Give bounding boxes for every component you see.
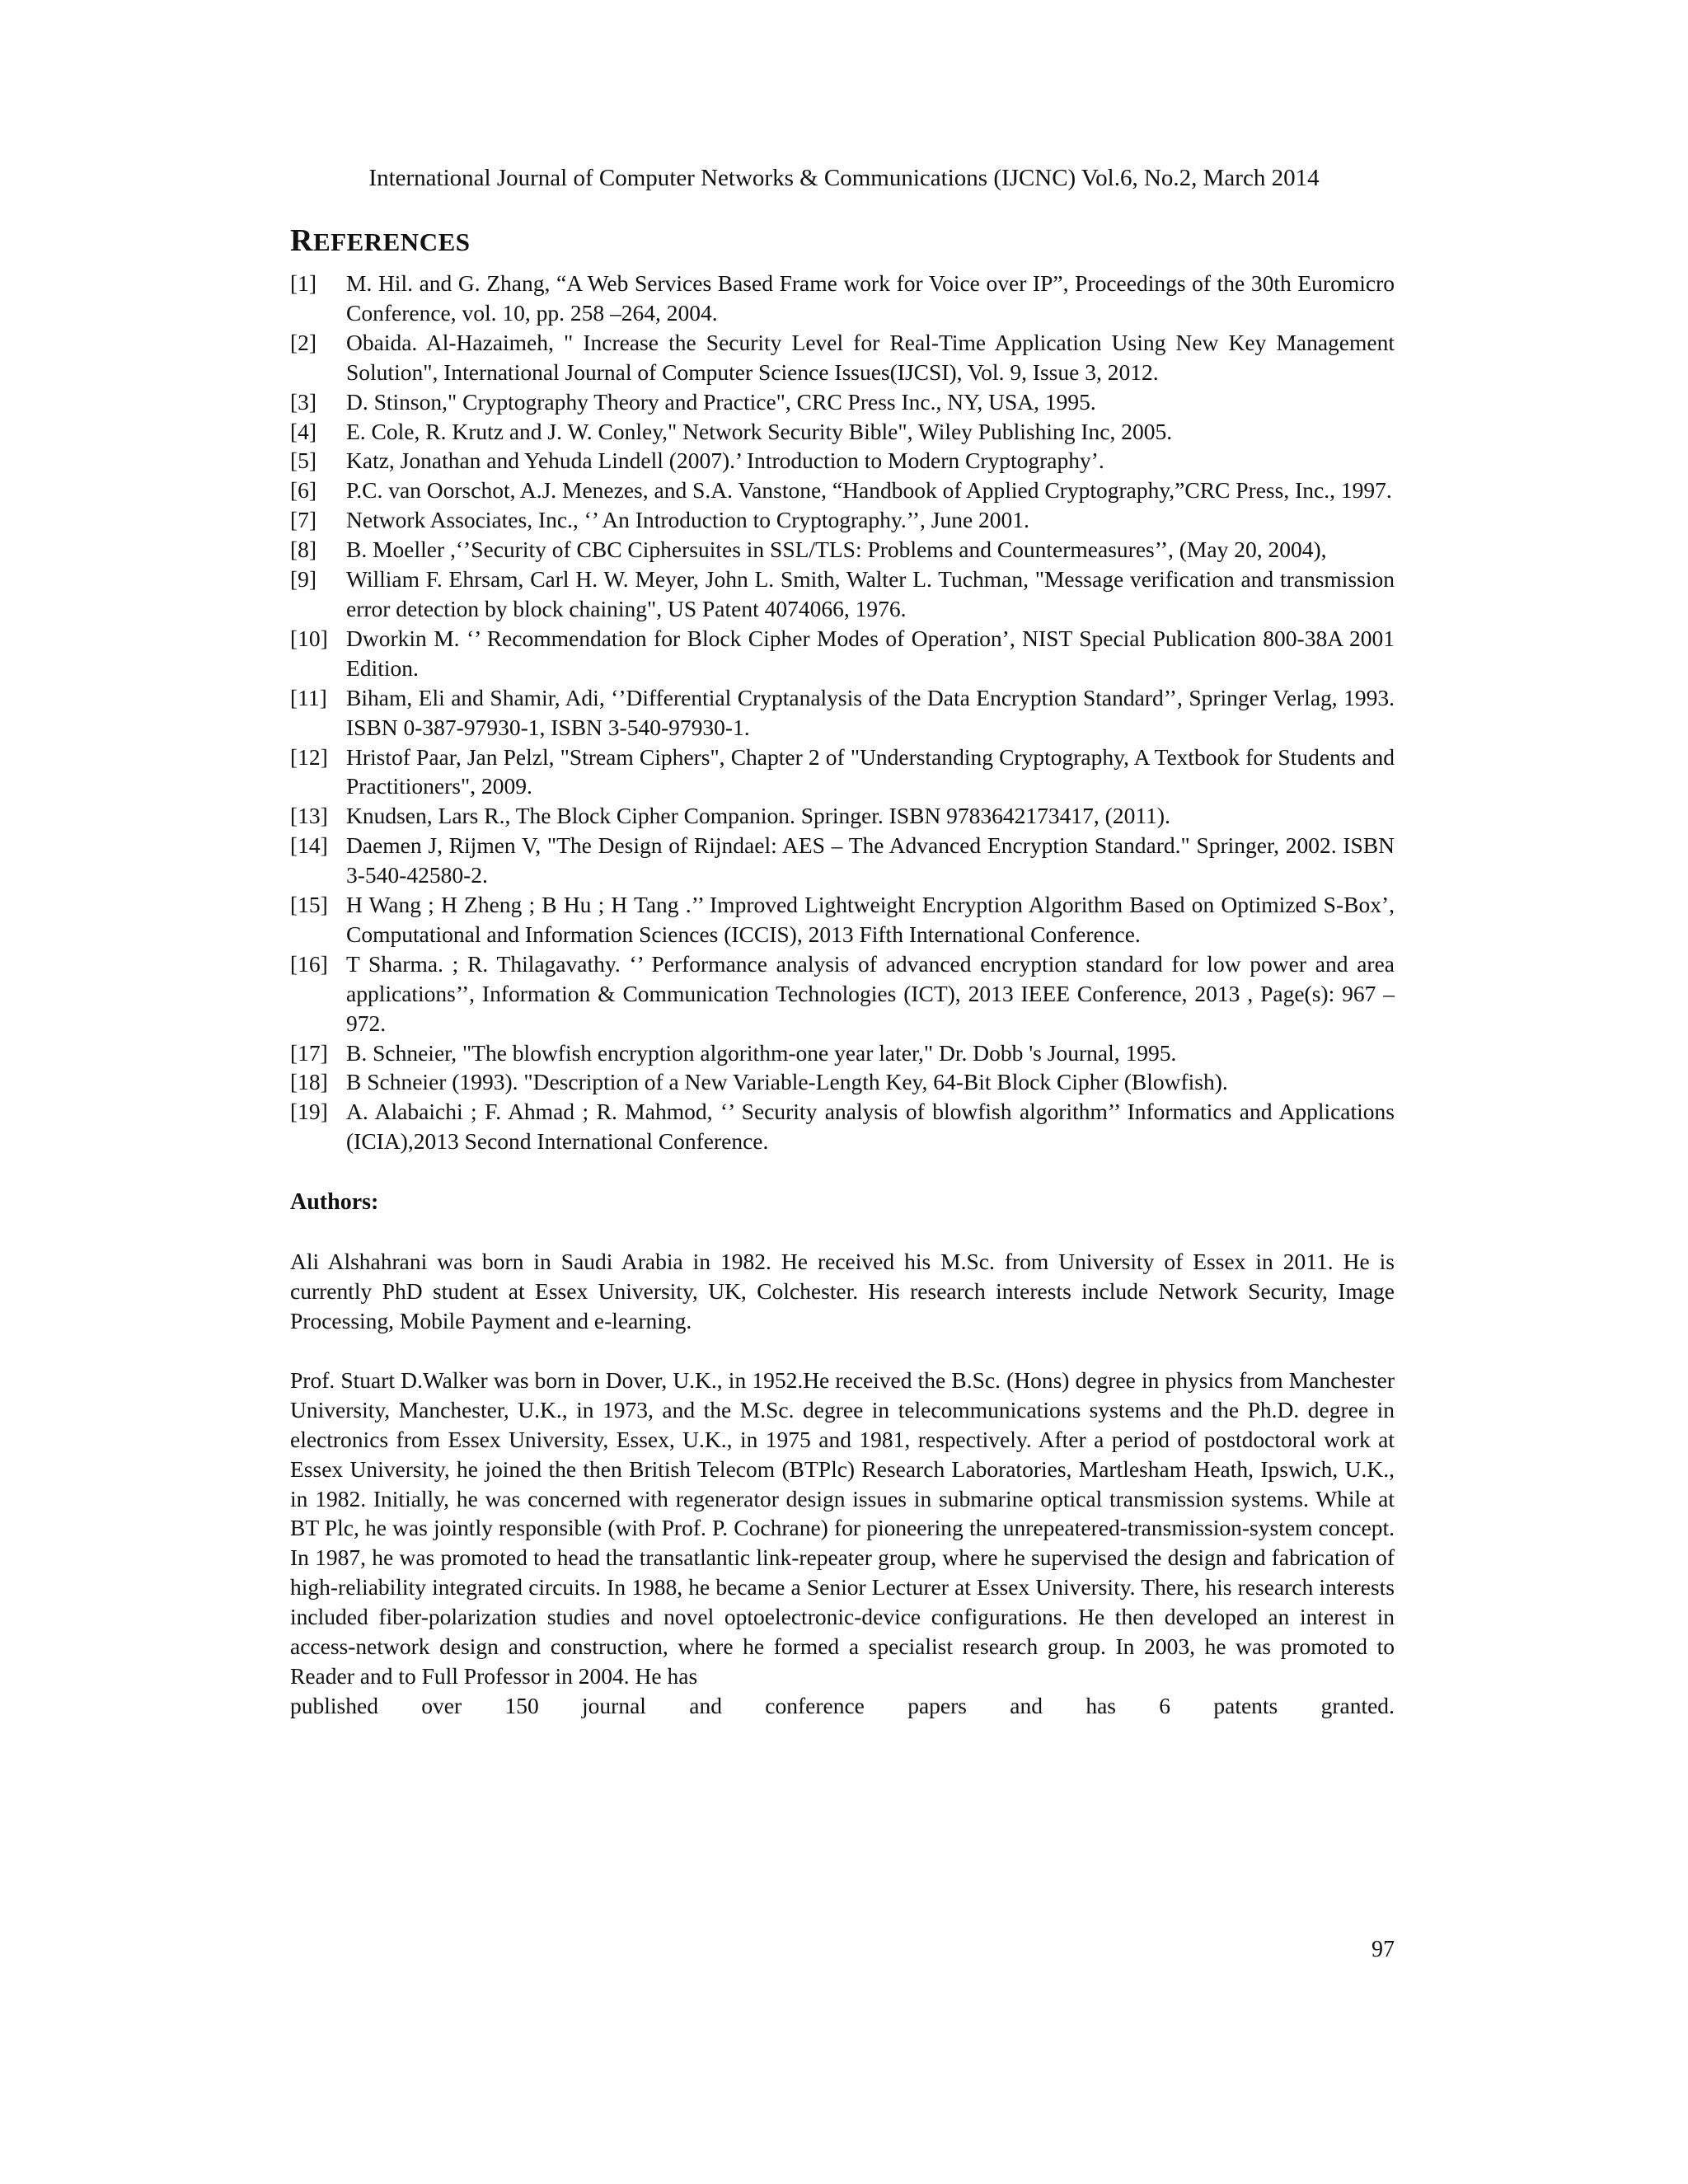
reference-number: [8] [290, 537, 317, 563]
reference-text: T Sharma. ; R. Thilagavathy. ‘’ Performance analysis of advanced encryption standard for low power and area applications’’, Information & Communication Technologies (ICT), 2013 IEEE Conference, 2013 , Page(s): 967 – 972. [346, 950, 1395, 1036]
bio-word: conference [765, 1692, 865, 1718]
reference-text: Hristof Paar, Jan Pelzl, "Stream Ciphers", Chapter 2 of "Understanding Cryptography, A Textbook for Students and Practitioners", 2009. [346, 743, 1395, 799]
reference-text: M. Hil. and G. Zhang, “A Web Services Based Frame work for Voice over IP”, Proceedings of the 30th Euromicro Conference, vol. 10, pp. 258 –264, 2004. [346, 270, 1395, 326]
reference-number: [12] [290, 743, 328, 770]
reference-item [290, 328, 1395, 387]
reference-number: [14] [290, 832, 328, 859]
bio-word: granted. [1320, 1692, 1395, 1718]
references-heading-initial: R [290, 223, 313, 258]
bio-word: and [689, 1692, 722, 1718]
bio-word: and [1010, 1692, 1043, 1718]
bio-word: over [421, 1692, 462, 1718]
reference-number: [7] [290, 507, 317, 533]
reference-number: [18] [290, 1069, 328, 1095]
reference-text: Daemen J, Rijmen V, "The Design of Rijndael: AES – The Advanced Encryption Standard." Springer, 2002. ISBN 3-540-42580-2. [346, 832, 1395, 888]
reference-item [290, 565, 1395, 624]
reference-text: D. Stinson," Cryptography Theory and Practice", CRC Press Inc., NY, USA, 1995. [346, 388, 1096, 415]
reference-item [290, 949, 1395, 1038]
authors-heading: Authors: [290, 1189, 379, 1216]
author-bio-walker: Prof. Stuart D.Walker was born in Dover, U.K., in 1952.He received the B.Sc. (Hons) degree in physics from Manchester University, Manchester, U.K., in 1973, and the M.Sc. degree in telecommunications systems and the Ph.D. degree in electronics from Essex University, Essex, U.K., in 1975 and 1981, respectively. After a period of postdoctoral work at Essex University, he joined the then British Telecom (BTPlc) Research Laboratories, Martlesham Heath, Ipswich, U.K., in 1982. Initially, he was concerned with regenerator design issues in submarine optical transmission systems. While at BT Plc, he was jointly responsible (with Prof. P. Cochrane) for pioneering the unrepeatered-transmission-system concept. In 1987, he was promoted to head the transatlantic link-repeater group, where he supervised the design and fabrication of high-reliability integrated circuits. In 1988, he became a Senior Lecturer at Essex University. There, his research interests included fiber-polarization studies and novel optoelectronic-device configurations. He then developed an interest in access-network design and construction, where he formed a specialist research group. In 2003, he was promoted to Reader and to Full Professor in 2004. He has [290, 1366, 1395, 1689]
bio-word: journal [582, 1692, 646, 1718]
reference-item [290, 831, 1395, 890]
reference-number: [13] [290, 803, 328, 829]
reference-item [290, 1038, 1395, 1068]
reference-item [290, 801, 1395, 831]
bio-word: published [290, 1692, 378, 1718]
reference-text: B Schneier (1993). "Description of a New Variable-Length Key, 64-Bit Block Cipher (Blowfish). [346, 1069, 1228, 1095]
reference-number: [17] [290, 1039, 328, 1066]
reference-text: Katz, Jonathan and Yehuda Lindell (2007).’ Introduction to Modern Cryptography’. [346, 448, 1104, 474]
reference-item [290, 1067, 1395, 1097]
reference-text: E. Cole, R. Krutz and J. W. Conley," Network Security Bible", Wiley Publishing Inc, 2005. [346, 418, 1173, 444]
reference-item [290, 743, 1395, 802]
reference-text: Network Associates, Inc., ‘’ An Introduction to Cryptography.’’, June 2001. [346, 507, 1029, 533]
reference-text: B. Moeller ,‘’Security of CBC Ciphersuites in SSL/TLS: Problems and Countermeasures’’, (May 20, 2004), [346, 537, 1327, 563]
reference-text: P.C. van Oorschot, A.J. Menezes, and S.A. Vanstone, “Handbook of Applied Cryptography,”CRC Press, Inc., 1997. [346, 477, 1392, 504]
reference-text: Dworkin M. ‘’ Recommendation for Block Cipher Modes of Operation’, NIST Special Publication 800-38A 2001 Edition. [346, 625, 1395, 681]
reference-item [290, 535, 1395, 565]
reference-text: Biham, Eli and Shamir, Adi, ‘’Differential Cryptanalysis of the Data Encryption Standard’’, Springer Verlag, 1993. ISBN 0-387-97930-1, ISBN 3-540-97930-1. [346, 684, 1395, 740]
reference-list [290, 269, 1395, 1156]
reference-number: [16] [290, 950, 328, 977]
reference-item [290, 387, 1395, 417]
references-heading [290, 221, 1395, 262]
reference-item [290, 683, 1395, 743]
page-number: 97 [1372, 1937, 1395, 1962]
bio-word: 6 [1159, 1692, 1171, 1718]
reference-number: [9] [290, 566, 317, 593]
reference-number: [19] [290, 1099, 328, 1125]
author-bio-alshahrani: Ali Alshahrani was born in Saudi Arabia in 1982. He received his M.Sc. from University of Essex in 2011. He is currently PhD student at Essex University, UK, Colchester. His research interests include Network Security, Image Processing, Mobile Payment and e-learning. [290, 1249, 1395, 1333]
reference-number: [10] [290, 625, 328, 651]
running-header: International Journal of Computer Networks & Communications (IJCNC) Vol.6, No.2, March 2014 [368, 165, 1320, 191]
reference-item [290, 1097, 1395, 1156]
reference-number: [5] [290, 448, 317, 474]
reference-text: B. Schneier, "The blowfish encryption algorithm-one year later," Dr. Dobb 's Journal, 1995. [346, 1039, 1177, 1066]
bio-word: patents [1213, 1692, 1278, 1718]
reference-item [290, 417, 1395, 447]
reference-item [290, 890, 1395, 949]
reference-text: H Wang ; H Zheng ; B Hu ; H Tang .’’ Improved Lightweight Encryption Algorithm Based on Optimized S-Box’, Computational and Information Sciences (ICCIS), 2013 Fifth International Conference. [346, 892, 1395, 947]
reference-text: Knudsen, Lars R., The Block Cipher Companion. Springer. ISBN 9783642173417, (2011). [346, 803, 1170, 829]
reference-text: William F. Ehrsam, Carl H. W. Meyer, John L. Smith, Walter L. Tuchman, "Message verification and transmission error detection by block chaining", US Patent 4074066, 1976. [346, 566, 1395, 621]
reference-number: [11] [290, 684, 327, 710]
reference-number: [4] [290, 418, 317, 444]
reference-item [290, 269, 1395, 328]
reference-number: [3] [290, 388, 317, 415]
reference-number: [2] [290, 329, 317, 355]
bio-word: papers [907, 1692, 967, 1718]
reference-item [290, 505, 1395, 535]
bio-word: 150 [504, 1692, 539, 1718]
bio-word: has [1085, 1692, 1116, 1718]
reference-item [290, 624, 1395, 683]
reference-number: [15] [290, 892, 328, 918]
author-bio-walker-last-line [290, 1691, 1395, 1721]
reference-item [290, 476, 1395, 505]
reference-number: [1] [290, 270, 317, 296]
reference-item [290, 446, 1395, 476]
reference-number: [6] [290, 477, 317, 504]
reference-text: A. Alabaichi ; F. Ahmad ; R. Mahmod, ‘’ Security analysis of blowfish algorithm’’ Informatics and Applications (ICIA),2013 Second International Conference. [346, 1099, 1395, 1155]
references-heading-rest: EFERENCES [312, 227, 471, 256]
page-content [290, 221, 1395, 1721]
reference-text: Obaida. Al-Hazaimeh, " Increase the Security Level for Real-Time Application Using New Key Management Solution", International Journal of Computer Science Issues(IJCSI), Vol. 9, Issue 3, 2012. [346, 329, 1395, 385]
